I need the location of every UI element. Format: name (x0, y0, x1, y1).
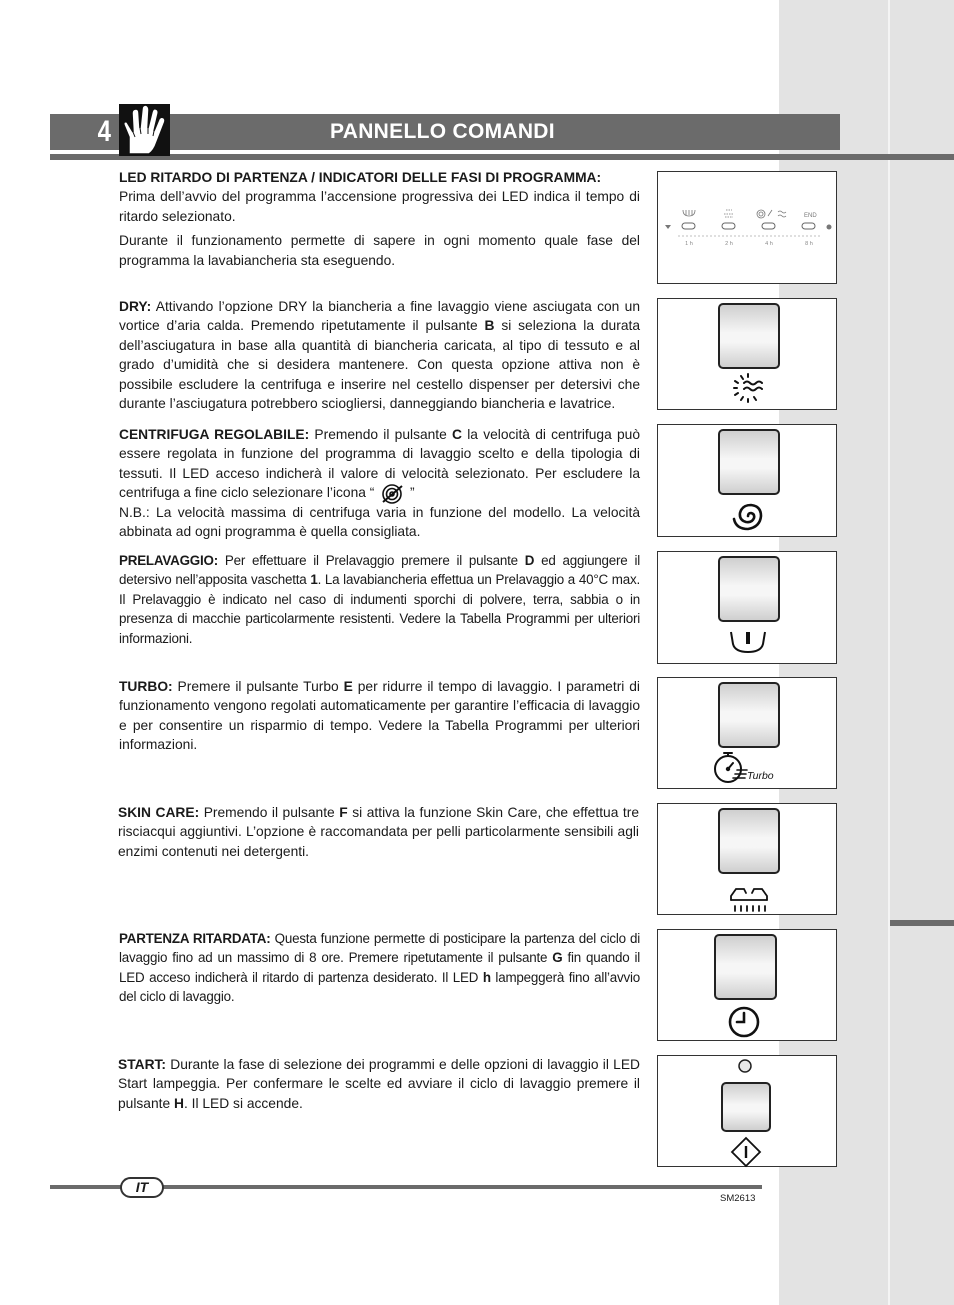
section-text: lampeggerà fino all’avvio del ciclo di lavaggio. (119, 969, 641, 1005)
section-text: per ridurre il tempo di lavaggio. I parametri di funzionamento vengono regolati automaticamente per garantire l’efficacia di lavaggio e per consentire un risparmio di tempo. Vedere la Tabella Programmi per ulteriori informazioni. (119, 679, 640, 753)
start-led-icon (737, 1058, 753, 1074)
section-text: fin quando il LED acceso indicherà il ritardo di partenza desiderato. Il LED (119, 950, 640, 985)
section-skin-care (118, 803, 639, 861)
spin-button-panel (657, 424, 837, 537)
section-text: Premendo il pulsante (199, 805, 340, 820)
section-tab-marker (890, 920, 954, 926)
section-text: Per effettuare il Prelavaggio premere il pulsante (218, 553, 525, 568)
section-text: si attiva la funzione Skin Care, che effettua tre risciacqui aggiuntivi. L’opzione è raccomandata per pelli particolarmente sensibili agli enzimi contenuti nei detergenti. (118, 805, 640, 859)
section-text: Questa funzione permette di posticipare la partenza del ciclo di lavaggio fino ad un massimo di 8 ore. Premere ripetutamente il pulsante (119, 931, 640, 966)
section-start (118, 1055, 640, 1113)
section-text: ” (406, 485, 415, 501)
prewash-button-panel (657, 551, 837, 664)
delay-button-panel (657, 929, 837, 1041)
button-key: B (484, 318, 495, 334)
section-heading: CENTRIFUGA REGOLABILE: (119, 427, 310, 442)
spin-button[interactable] (718, 429, 780, 495)
no-spin-icon (378, 483, 406, 505)
section-prewash (119, 551, 640, 648)
led-end-label: END (804, 213, 817, 219)
start-button-panel (657, 1055, 837, 1167)
section-led-indicators (119, 168, 640, 270)
start-icon (730, 1136, 762, 1168)
section-heading: START: (118, 1057, 167, 1072)
skin-care-icon (728, 884, 770, 914)
button-key: F (339, 805, 348, 820)
section-heading: DRY: (119, 299, 152, 314)
header-rule (50, 154, 954, 160)
turbo-button[interactable] (718, 682, 780, 748)
page-title: PANNELLO COMANDI (330, 120, 555, 143)
section-text: Premendo il pulsante (309, 427, 453, 442)
section-text: Premere il pulsante Turbo (172, 679, 344, 694)
section-text: . Il LED si accende. (183, 1095, 303, 1111)
section-heading: LED RITARDO DI PARTENZA / INDICATORI DELLE FASI DI PROGRAMMA: (119, 170, 602, 185)
page-number: 4 (97, 115, 112, 148)
button-key: E (343, 679, 353, 694)
section-heading: PRELAVAGGIO: (119, 553, 219, 568)
button-key: H (174, 1095, 184, 1111)
right-margin-divider (888, 0, 890, 1305)
turbo-button-panel (657, 677, 837, 789)
section-text: . La lavabiancheria effettua un Prelavaggio a 40°C max. Il Prelavaggio è indicato nel caso di indumenti sporchi di polvere, terra, sabbia o in presenza di macchie particolarmente resistenti. Vedere la Tabella Programmi per ulteriori informazioni. (119, 572, 640, 646)
document-code: SM2613 (720, 1193, 756, 1204)
turbo-label: Turbo (747, 770, 774, 782)
dispenser-key: 1 (310, 572, 318, 588)
section-text: Durante la fase di selezione dei programmi e delle opzioni di lavaggio il LED Start lampeggia. Per confermare le scelte ed avviare il ciclo di lavaggio premere il pulsante (118, 1057, 640, 1111)
start-button[interactable] (721, 1082, 771, 1132)
skin-care-button[interactable] (718, 808, 780, 874)
dry-button-panel (657, 298, 837, 410)
turbo-icon (712, 748, 792, 786)
led-hour-label: 1 h (685, 241, 693, 247)
section-dry (119, 297, 640, 413)
led-key: h (482, 969, 491, 985)
spin-icon (730, 499, 766, 533)
section-text: ed aggiungere il detersivo nell’apposita vaschetta (119, 553, 640, 588)
button-key: D (524, 553, 535, 568)
button-key: G (552, 950, 563, 966)
led-panel-graphic (658, 172, 836, 282)
hand-icon (119, 104, 170, 156)
prewash-icon (728, 628, 768, 658)
clock-icon (726, 1005, 762, 1039)
section-heading: TURBO: (119, 679, 173, 694)
skin-care-button-panel (657, 803, 837, 915)
section-turbo (119, 677, 640, 755)
dry-icon (732, 371, 766, 405)
section-text: si seleziona la durata dell’asciugatura in base alla quantità di biancheria caricata, al tipo di tessuto e al grado d’umidità che si desidera mantenere. Con questa opzione attiva non è possibile escludere la centrifuga e inserire nel cestello dispenser per detersivi che durante l’asciugatura potrebbero sciogliersi, danneggiando biancheria e lavatrice. (119, 318, 641, 412)
button-key: C (452, 427, 463, 442)
section-note: N.B.: La velocità massima di centrifuga varia in funzione del modello. La velocità abbinata ad ogni programma è quella consigliata. (119, 504, 640, 540)
section-text: Durante il funzionamento permette di sapere in ogni momento quale fase del programma la lavabiancheria sta eseguendo. (119, 233, 640, 268)
led-hour-label: 8 h (805, 241, 813, 247)
section-spin (119, 425, 640, 541)
led-panel-illustration (657, 171, 837, 284)
section-delayed-start (119, 929, 640, 1007)
section-heading: SKIN CARE: (118, 805, 200, 820)
section-text: la velocità di centrifuga può essere regolata in funzione del programma di lavaggio scelto e della tipologia di tessuti. Il LED acceso indicherà il valore di velocità selezionato. Per escludere la centrifuga a fine ciclo selezionare l’icona “ (119, 427, 640, 501)
dry-button[interactable] (718, 303, 780, 369)
led-hour-label: 4 h (765, 241, 773, 247)
delay-button[interactable] (714, 934, 777, 1000)
section-heading: PARTENZA RITARDATA: (119, 931, 271, 946)
section-text: Prima dell’avvio del programma l’accensione progressiva dei LED indica il tempo di ritardo selezionato. (119, 189, 640, 224)
led-hour-label: 2 h (725, 241, 733, 247)
section-text: Attivando l’opzione DRY la biancheria a fine lavaggio viene asciugata con un vortice d’aria calda. Premendo ripetutamente il pulsante (119, 299, 640, 334)
language-badge: IT (120, 1177, 164, 1198)
prewash-button[interactable] (718, 556, 780, 622)
